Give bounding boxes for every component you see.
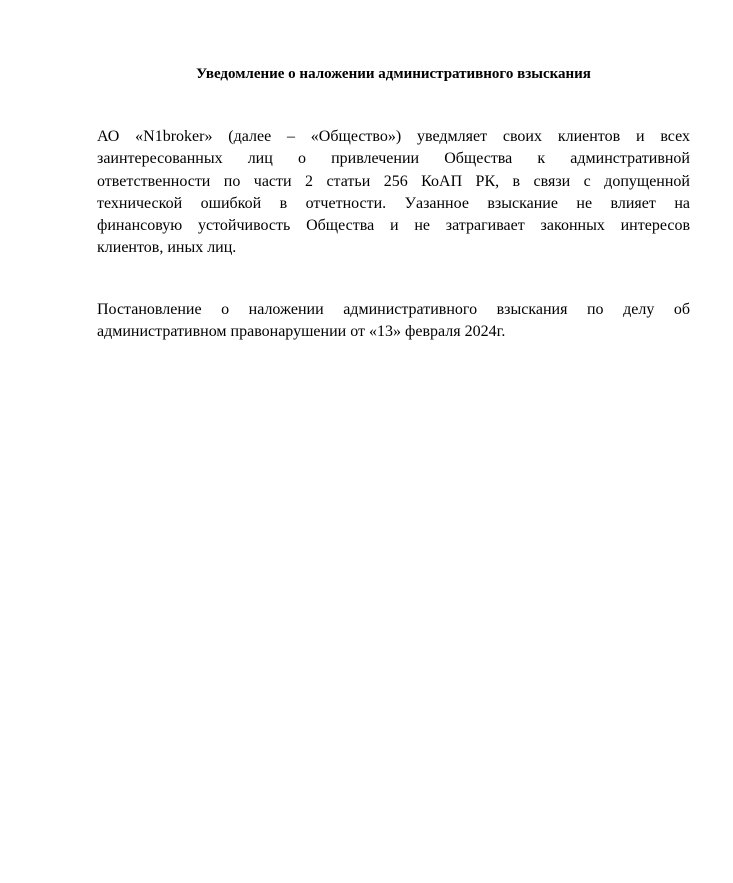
resolution-paragraph xyxy=(97,299,690,344)
paragraph-line: технической ошибкой в отчетности. Уазанное взыскание не влияет на xyxy=(97,194,690,212)
paragraph-line: финансовую устойчивость Общества и не затрагивает законных интересов xyxy=(97,217,690,235)
notice-paragraph xyxy=(97,126,690,260)
paragraph-line: АО «N1broker» (далее – «Общество») уведмляет своих клиентов и всех xyxy=(97,128,690,145)
paragraph-line: клиентов, иных лиц. xyxy=(97,239,237,257)
paragraph-line: ответственности по части 2 статьи 256 КоАП РК, в связи с допущенной xyxy=(97,172,690,190)
paragraph-line: Постановление о наложении административного взыскания по делу об xyxy=(97,301,690,318)
paragraph-line: заинтересованных лиц о привлечении Общества к админстративной xyxy=(97,150,690,168)
document-title: Уведомление о наложении административного взыскания xyxy=(196,66,591,82)
paragraph-line: административном правонарушении от «13» февраля 2024г. xyxy=(97,323,506,341)
